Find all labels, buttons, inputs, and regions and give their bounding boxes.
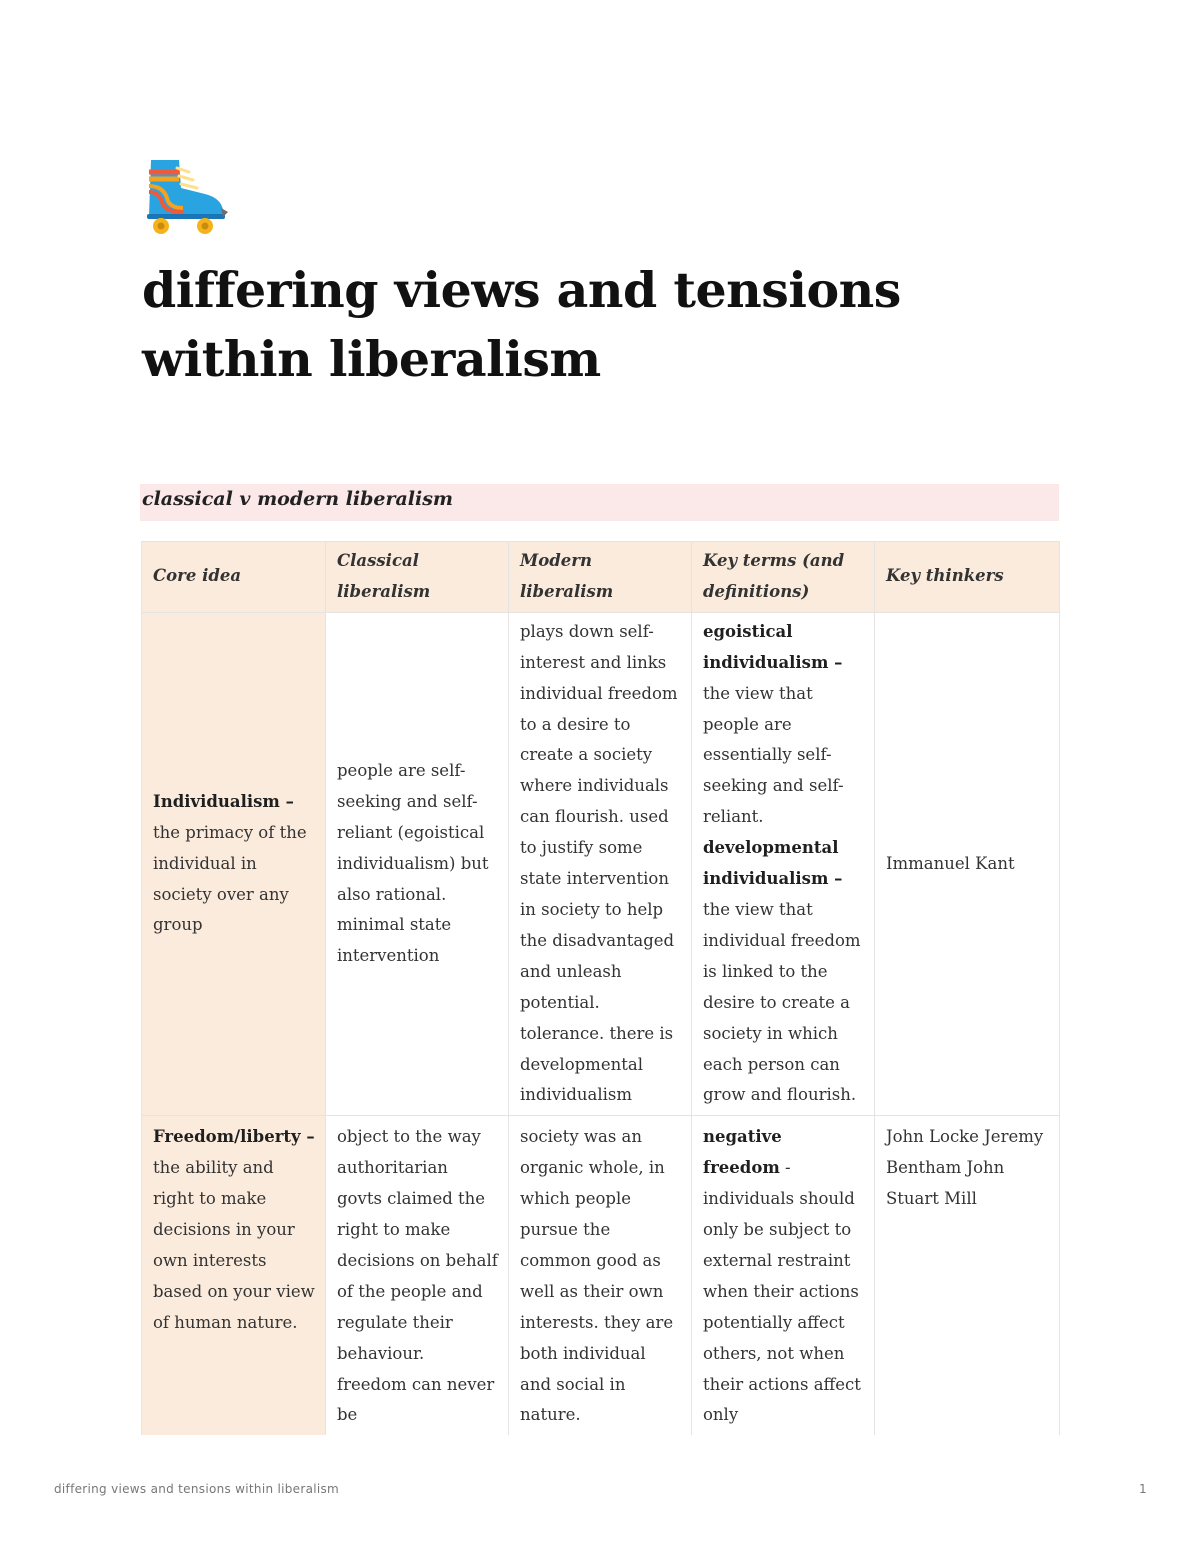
table-header-row bbox=[142, 542, 1060, 613]
key-term-definition: the view that people are essentially self-seeking and self-reliant. bbox=[703, 683, 844, 827]
header-modern-liberalism: Modern liberalism bbox=[509, 542, 692, 613]
key-thinkers-cell: Immanuel Kant bbox=[875, 612, 1060, 1116]
footer-page-number: 1 bbox=[1139, 1482, 1147, 1496]
core-idea-definition: the ability and right to make decisions in your own interests based on your view of human nature. bbox=[153, 1158, 315, 1332]
table-row bbox=[142, 612, 1060, 1116]
header-key-thinkers: Key thinkers bbox=[875, 542, 1060, 613]
table-row bbox=[142, 1116, 1060, 1436]
header-core-idea: Core idea bbox=[142, 542, 326, 613]
key-term: developmental individualism – bbox=[703, 838, 843, 889]
classical-cell: object to the way authoritarian govts claimed the right to make decisions on behalf of the people and regulate their behaviour. freedom can never be bbox=[326, 1116, 509, 1436]
core-idea-definition: the primacy of the individual in society over any group bbox=[153, 822, 307, 935]
key-term-definition: the view that individual freedom is linked to the desire to create a society in which each person can grow and flourish. bbox=[703, 899, 861, 1105]
key-terms-cell bbox=[692, 1116, 875, 1436]
core-idea-cell bbox=[142, 1116, 326, 1436]
core-idea-cell bbox=[142, 612, 326, 1116]
key-term-definition: - individuals should only be subject to external restraint when their actions potentially affect others, not when their actions affect only bbox=[703, 1158, 861, 1425]
classical-cell: people are self-seeking and self-reliant (egoistical individualism) but also rational. minimal state intervention bbox=[326, 612, 509, 1116]
core-idea-term: Freedom/liberty – bbox=[153, 1127, 315, 1147]
key-term: egoistical individualism – bbox=[703, 621, 843, 672]
key-terms-cell bbox=[692, 612, 875, 1116]
modern-cell: plays down self-interest and links individual freedom to a desire to create a society where individuals can flourish. used to justify some state intervention in society to help the disadvantaged and unleash potential. tolerance. there is developmental individualism bbox=[509, 612, 692, 1116]
footer-document-title: differing views and tensions within liberalism bbox=[54, 1482, 340, 1496]
key-term: negative freedom bbox=[703, 1127, 782, 1178]
header-key-terms: Key terms (and definitions) bbox=[692, 542, 875, 613]
modern-cell: society was an organic whole, in which people pursue the common good as well as their own interests. they are both individual and social in nature. bbox=[509, 1116, 692, 1436]
header-classical-liberalism: Classical liberalism bbox=[326, 542, 509, 613]
core-idea-term: Individualism – bbox=[153, 791, 294, 811]
key-thinkers-cell: John Locke Jeremy Bentham John Stuart Mill bbox=[875, 1116, 1060, 1436]
section-heading: classical v modern liberalism bbox=[140, 484, 1059, 521]
page-title: differing views and tensions within liberalism bbox=[142, 261, 901, 388]
comparison-table bbox=[141, 541, 1060, 1435]
